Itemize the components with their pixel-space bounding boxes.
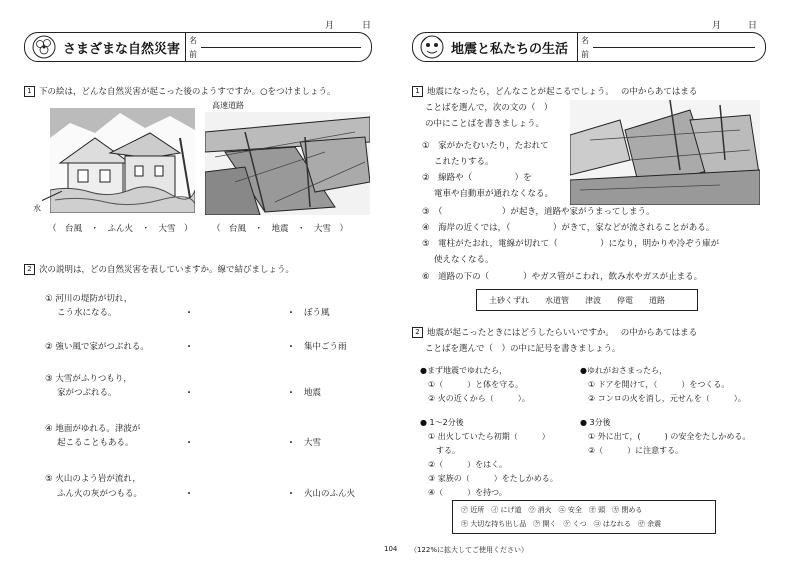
sentence-3[interactable]: ③ （ ）が起き，道路や家がうまってしまう。 bbox=[422, 207, 655, 217]
match-dot-left[interactable]: ・ bbox=[184, 342, 194, 353]
page-title: さまざまな自然災害 bbox=[63, 42, 181, 57]
match-dot-left[interactable]: ・ bbox=[184, 489, 194, 500]
match-right-3: 地震 bbox=[304, 388, 322, 398]
q2-instruction: 2 次の説明は，どの自然災害を表していますか。線で結びましょう。 bbox=[24, 263, 294, 275]
q2-c1-item[interactable]: ③ 家族の（ ）をたしかめる。 bbox=[428, 474, 558, 483]
match-dot-right[interactable]: ・ bbox=[286, 342, 296, 353]
name-field[interactable] bbox=[201, 47, 361, 48]
date-day: 日 bbox=[362, 21, 372, 31]
word-bank-2-line2: ㋖ 大切な持ち出し品 ㋗ 開く ㋘ くつ ㋙ はなれる ㋚ 余震 bbox=[461, 520, 662, 528]
match-dot-right[interactable]: ・ bbox=[286, 438, 296, 449]
match-left-1b: こう水になる。 bbox=[57, 308, 117, 318]
word-bank-2-line1: ㋐ 近所 ㋑ にげ道 ㋒ 消火 ㋓ 安全 ㋔ 頭 ㋕ 閉める bbox=[461, 506, 643, 514]
word-bank-1-text: 土砂くずれ 水道管 津波 停電 道路 bbox=[489, 296, 665, 305]
q1-options-b[interactable]: （ 台風 ・ 地震 ・ 大雪 ） bbox=[212, 224, 349, 234]
q2-c2-item[interactable]: ① 外に出て，( ) の安全をたしかめる。 bbox=[588, 432, 751, 441]
q2-c2-item[interactable]: ② コンロの火を消し，元せんを（ ）。 bbox=[588, 394, 746, 403]
date-month: 月 bbox=[712, 21, 722, 31]
q2-c2-head1: ●ゆれがおさまったら， bbox=[580, 366, 667, 375]
match-left-3a: ③ 大雪がふりつもり， bbox=[45, 374, 132, 384]
word-bank-2 bbox=[452, 500, 716, 534]
match-left-5b: ふん火の灰がつもる。 bbox=[57, 489, 143, 499]
q2-c1-item[interactable]: ①（ ）と体を守る。 bbox=[428, 380, 524, 389]
earthquake-illustration bbox=[205, 112, 370, 215]
quake-damage-illustration bbox=[570, 100, 760, 205]
q2-c2-head2: ● 3分後 bbox=[580, 418, 611, 427]
name-label: 名 bbox=[189, 36, 197, 45]
q2-c2-item[interactable]: ① ドアを開けて，（ ）をつくる。 bbox=[588, 380, 730, 389]
sentence-1b: これたりする。 bbox=[434, 157, 494, 167]
match-dot-left[interactable]: ・ bbox=[184, 438, 194, 449]
q2-c1-item[interactable]: ②（ ）をはく。 bbox=[428, 460, 508, 469]
match-dot-left[interactable]: ・ bbox=[184, 388, 194, 399]
match-right-5: 火山のふん火 bbox=[304, 489, 356, 499]
word-bank-1 bbox=[476, 289, 698, 311]
q2-c1-item[interactable]: ① 出火していたら初期（ ） bbox=[428, 432, 550, 441]
q1-instruction: 1 下の絵は，どんな自然災害が起こった後のようすですか。○をつけましょう。 bbox=[24, 85, 336, 97]
q2-c2-item[interactable]: ②（ ）に注意する。 bbox=[588, 446, 684, 455]
name-label-2: 前 bbox=[189, 50, 197, 59]
q2-c1-head1: ●まず地震でゆれたら， bbox=[420, 366, 507, 375]
label-water: 水 bbox=[33, 204, 41, 213]
match-left-4b: 起こることもある。 bbox=[57, 438, 134, 448]
match-dot-left[interactable]: ・ bbox=[184, 308, 194, 319]
q1-instruction-line3: の中にことばを書きましょう。 bbox=[425, 119, 545, 129]
page-number: 104 bbox=[384, 545, 398, 553]
label-highway: 高速道路 bbox=[212, 101, 244, 110]
date-day: 日 bbox=[748, 21, 758, 31]
match-left-2a: ② 強い風で家がつぶれる。 bbox=[45, 342, 149, 352]
match-left-4a: ④ 地面がゆれる。津波が bbox=[45, 424, 141, 434]
title-banner bbox=[24, 32, 372, 62]
match-right-1: ぼう風 bbox=[304, 308, 330, 318]
match-dot-right[interactable]: ・ bbox=[286, 388, 296, 399]
q2-c1-item[interactable]: ② 火の近くから（ ）。 bbox=[428, 394, 530, 403]
sentence-5a[interactable]: ⑤ 電柱がたおれ，電線が切れて（ ）になり，明かりや冷ぞう庫が bbox=[422, 239, 720, 249]
match-dot-right[interactable]: ・ bbox=[286, 489, 296, 500]
name-label: 名 bbox=[581, 36, 589, 45]
q1-instruction-line1: 1 地震になったら，どんなことが起こるでしょう。 の中からあてはまる bbox=[412, 85, 697, 97]
match-right-2: 集中ごう雨 bbox=[304, 342, 347, 352]
character-emblem-icon bbox=[419, 34, 445, 60]
page-title: 地震と私たちの生活 bbox=[451, 42, 569, 57]
sentence-5b: 使えなくなる。 bbox=[434, 255, 494, 265]
q2-instruction-line2: ことばを選んで（ ）の中に記号を書きましょう。 bbox=[425, 344, 621, 354]
flower-emblem-icon bbox=[31, 34, 57, 60]
sentence-4[interactable]: ④ 海岸の近くでは，（ ）がきて，家などが流されることがある。 bbox=[422, 223, 715, 233]
title-banner bbox=[412, 32, 766, 62]
q2-c1-head2: ● 1～2分後 bbox=[420, 418, 464, 427]
footer-note: （122%に拡大してご使用ください） bbox=[410, 546, 529, 554]
sentence-1a: ① 家がかたむいたり，たおれて bbox=[422, 141, 549, 151]
date-month: 月 bbox=[325, 21, 335, 31]
sentence-2b: 電車や自動車が通れなくなる。 bbox=[434, 189, 554, 199]
q1-instruction-line2: ことばを選んで，次の文の（ ） bbox=[425, 103, 553, 113]
q2-c1-item: する。 bbox=[428, 446, 460, 455]
name-field[interactable] bbox=[593, 47, 755, 48]
match-right-4: 大雪 bbox=[304, 438, 322, 448]
sentence-2a[interactable]: ② 線路や（ ）を bbox=[422, 173, 532, 183]
match-dot-right[interactable]: ・ bbox=[286, 308, 296, 319]
match-left-3b: 家がつぶれる。 bbox=[57, 388, 117, 398]
flood-illustration bbox=[50, 108, 195, 213]
match-left-5a: ⑤ 火山のよう岩が流れ， bbox=[45, 474, 141, 484]
q1-options-a[interactable]: （ 台風 ・ ふん火 ・ 大雪 ） bbox=[48, 224, 193, 234]
q2-c1-item[interactable]: ④（ ）を持つ。 bbox=[428, 488, 507, 497]
sentence-6[interactable]: ⑥ 道路の下の（ ）やガス管がこわれ，飲み水やガスが止まる。 bbox=[422, 272, 703, 282]
match-left-1a: ① 河川の堤防が切れ， bbox=[45, 294, 133, 304]
q2-instruction-line1: 2 地震が起こったときにはどうしたらいいですか。 の中からあてはまる bbox=[412, 326, 697, 338]
name-label-2: 前 bbox=[581, 50, 589, 59]
